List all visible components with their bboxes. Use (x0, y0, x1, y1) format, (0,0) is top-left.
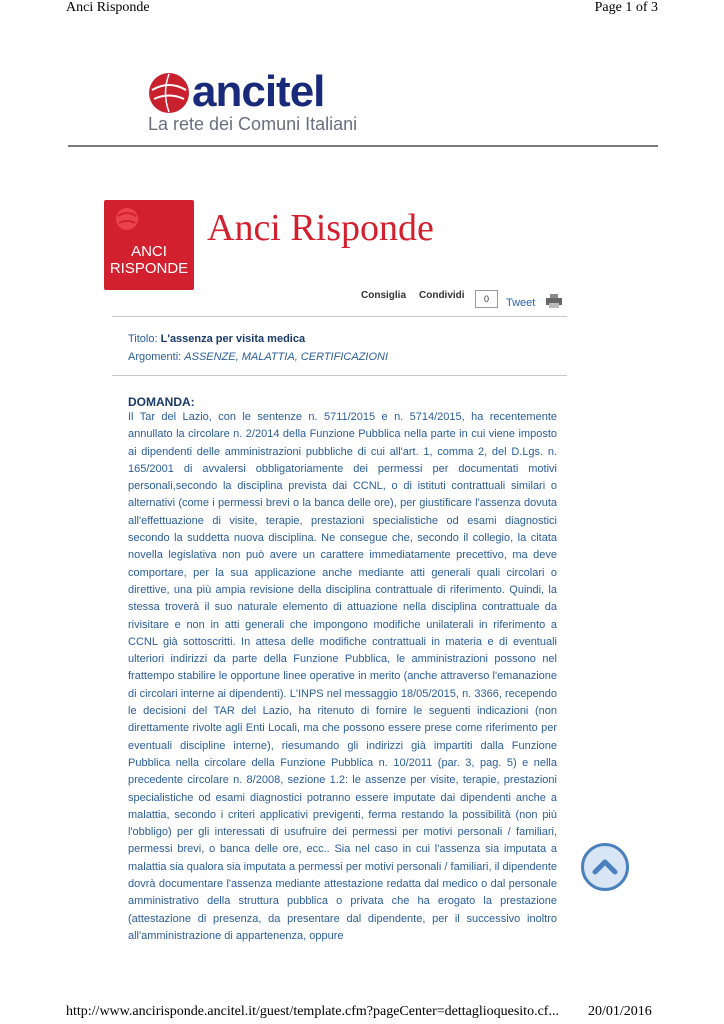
badge-line2: RISPONDE (109, 260, 189, 277)
chevron-up-icon (584, 846, 626, 888)
consiglia-button[interactable]: Consiglia (361, 290, 407, 301)
globe-icon (148, 72, 190, 114)
print-footer-url: http://www.ancirisponde.ancitel.it/guest/template.cfm?pageCenter=dettaglioquesito.cf... (66, 1004, 559, 1019)
print-header-title: Anci Risponde (66, 0, 150, 15)
meta-divider-bottom (112, 375, 567, 376)
logo-tagline: La rete dei Comuni Italiani (148, 114, 358, 134)
section-title: Anci Risponde (207, 207, 434, 249)
meta-divider-top (112, 316, 567, 317)
header-divider (68, 145, 658, 147)
title-label: Titolo: (128, 333, 158, 345)
title-value: L'assenza per visita medica (160, 333, 306, 345)
topics-value[interactable]: ASSENZE, MALATTIA, CERTIFICAZIONI (184, 351, 388, 363)
anci-risponde-badge[interactable] (104, 200, 194, 290)
printer-icon[interactable] (546, 294, 562, 308)
title-line (128, 333, 305, 345)
topics-line (128, 351, 388, 363)
topics-label: Argomenti: (128, 351, 182, 363)
question-text: Il Tar del Lazio, con le sentenze n. 5711/2015 e n. 5714/2015, ha recentemente annullato la circolare n. 2/2014 della Funzione Pubblica nella parte in cui viene imposto ai dipendenti delle amministrazioni pubbliche di cui all'art. 1, comma 2, del D.Lgs. n. 165/2001 di avvalersi obbligatoriamente dei permessi per documentati motivi personali,secondo la disciplina prevista dai CCNL, o di istituti contrattuali similari o alternativi (come i permessi brevi o la banca delle ore), per giustificare l'assenza dovuta all'effettuazione di visite, terapie, prestazioni specialistiche od esami diagnostici secondo la suddetta nuova disciplina. Ne consegue che, secondo il collegio, la citata novella legislativa non può avere un carattere immediatamente precettivo, ma deve comportare, per la sua applicazione anche mediante atti generali quali circolari o direttive, una più ampia revisione della disciplina contrattuale di riferimento. Quindi, la stessa troverà il suo naturale elemento di attuazione nella disciplina contrattuale da rivisitare e non in atti generali che impongono modifiche unilaterali in riferimento a CCNL già sottoscritti. In attesa delle modifiche contrattuali in materia e di eventuali ulteriori indirizzi da parte della Funzione Pubblica, le amministrazioni possono nel frattempo stabilire le opportune linee operative in merito (anche attraverso l'emanazione di circolari interne ai dipendenti). L'INPS nel messaggio 18/05/2015, n. 3366, recependo le decisioni del TAR del Lazio, ha ritenuto di fornire le seguenti indicazioni (non direttamente rivolte agli Enti Locali, ma che possono essere prese come riferimento per eventuali discipline interne), riesumando gli indirizzi già impartiti dalla Funzione Pubblica nella circolare della Funzione Pubblica n. 10/2011 (par. 3, pag. 5) e nella precedente circolare n. 8/2008, sezione 1.2: le assenze per visite, terapie, prestazioni specialistiche od esami diagnostici potranno essere imputate dai dipendenti anche a malattia, secondo i criteri applicativi previgenti, ferma restando la possibilità (non più l'obbligo) per gli interessati di usufruire dei permessi per motivi personali / familiari, permessi brevi, o banca delle ore, ecc.. Sia nel caso in cui l'assenza sia imputata a malattia sia qualora sia imputata a permessi per motivi personali / familiari, il dipendente dovrà documentare l'assenza mediante attestazione redatta dal medico o dal personale amministrativo della struttura pubblica o privata che ha erogato la prestazione (attestazione di presenza, da presentare dal dipendente, per il successivo inoltro all'amministrazione di appartenenza, oppure (128, 411, 557, 942)
badge-line1: ANCI (131, 243, 167, 260)
condividi-button[interactable]: Condividi (419, 290, 465, 301)
ancitel-logo[interactable] (148, 67, 358, 140)
scroll-to-top-button[interactable] (581, 843, 629, 891)
print-header-page: Page 1 of 3 (594, 0, 658, 15)
badge-emblem-icon (112, 206, 142, 232)
share-count: 0 (475, 290, 498, 308)
tweet-button[interactable]: Tweet (506, 297, 536, 309)
logo-wordmark: ancitel (192, 67, 325, 116)
print-footer-date: 20/01/2016 (588, 1004, 652, 1019)
question-heading: DOMANDA: (128, 395, 195, 409)
